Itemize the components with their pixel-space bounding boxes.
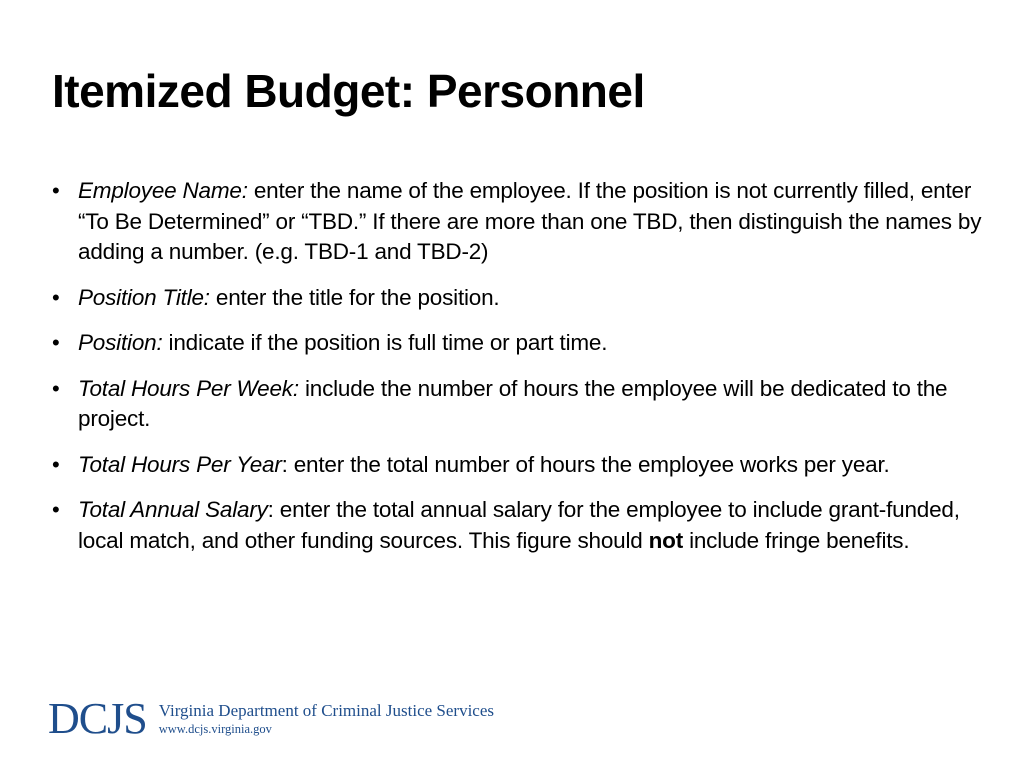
bullet-icon: • [52,497,60,522]
bullet-icon: • [52,375,60,401]
footer-logo [48,694,494,744]
bullet-icon: • [52,178,60,203]
bullet-term: Total Annual Salary [78,497,268,522]
agency-name: Virginia Department of Criminal Justice Services [158,701,494,720]
bullet-term: Position: [78,330,163,355]
bullet-icon: • [52,284,60,310]
agency-url: www.dcjs.virginia.gov [158,722,272,736]
bullet-icon: • [52,330,60,355]
bullet-emphasis: not [648,527,684,553]
bullet-list [52,176,982,571]
bullet-text: : enter the total annual salary for the employee to include grant-funded, local match, and other funding sources. This figure should [78,497,960,553]
bullet-term: Total Hours Per Week: [78,375,299,401]
bullet-text: enter the name of the employee. If the position is not currently filled, enter “To Be Determined” or “TBD.” If there are more than one TBD, then distinguish the names by adding a number. (e.g. TBD-1 and TBD-2) [78,178,982,264]
bullet-term: Position Title: [78,284,210,310]
bullet-hours-per-week [52,374,982,435]
bullet-text: indicate if the position is full time or part time. [162,330,608,355]
bullet-text: include the number of hours the employee will be dedicated to the project. [78,375,948,431]
bullet-term: Employee Name: [78,178,248,203]
bullet-term: Total Hours Per Year [78,451,282,477]
bullet-text: enter the title for the position. [209,284,500,310]
bullet-hours-per-year [52,450,982,481]
bullet-icon: • [52,451,60,477]
agency-info [159,701,494,737]
bullet-annual-salary [52,495,982,556]
bullet-employee-name [52,176,982,268]
dcjs-logo-icon: DCJS [48,694,147,743]
bullet-text-after: include fringe benefits. [683,527,910,553]
slide-title: Itemized Budget: Personnel [52,65,645,117]
bullet-position-title [52,283,982,314]
bullet-text: : enter the total number of hours the employee works per year. [281,451,890,477]
bullet-position [52,328,982,359]
